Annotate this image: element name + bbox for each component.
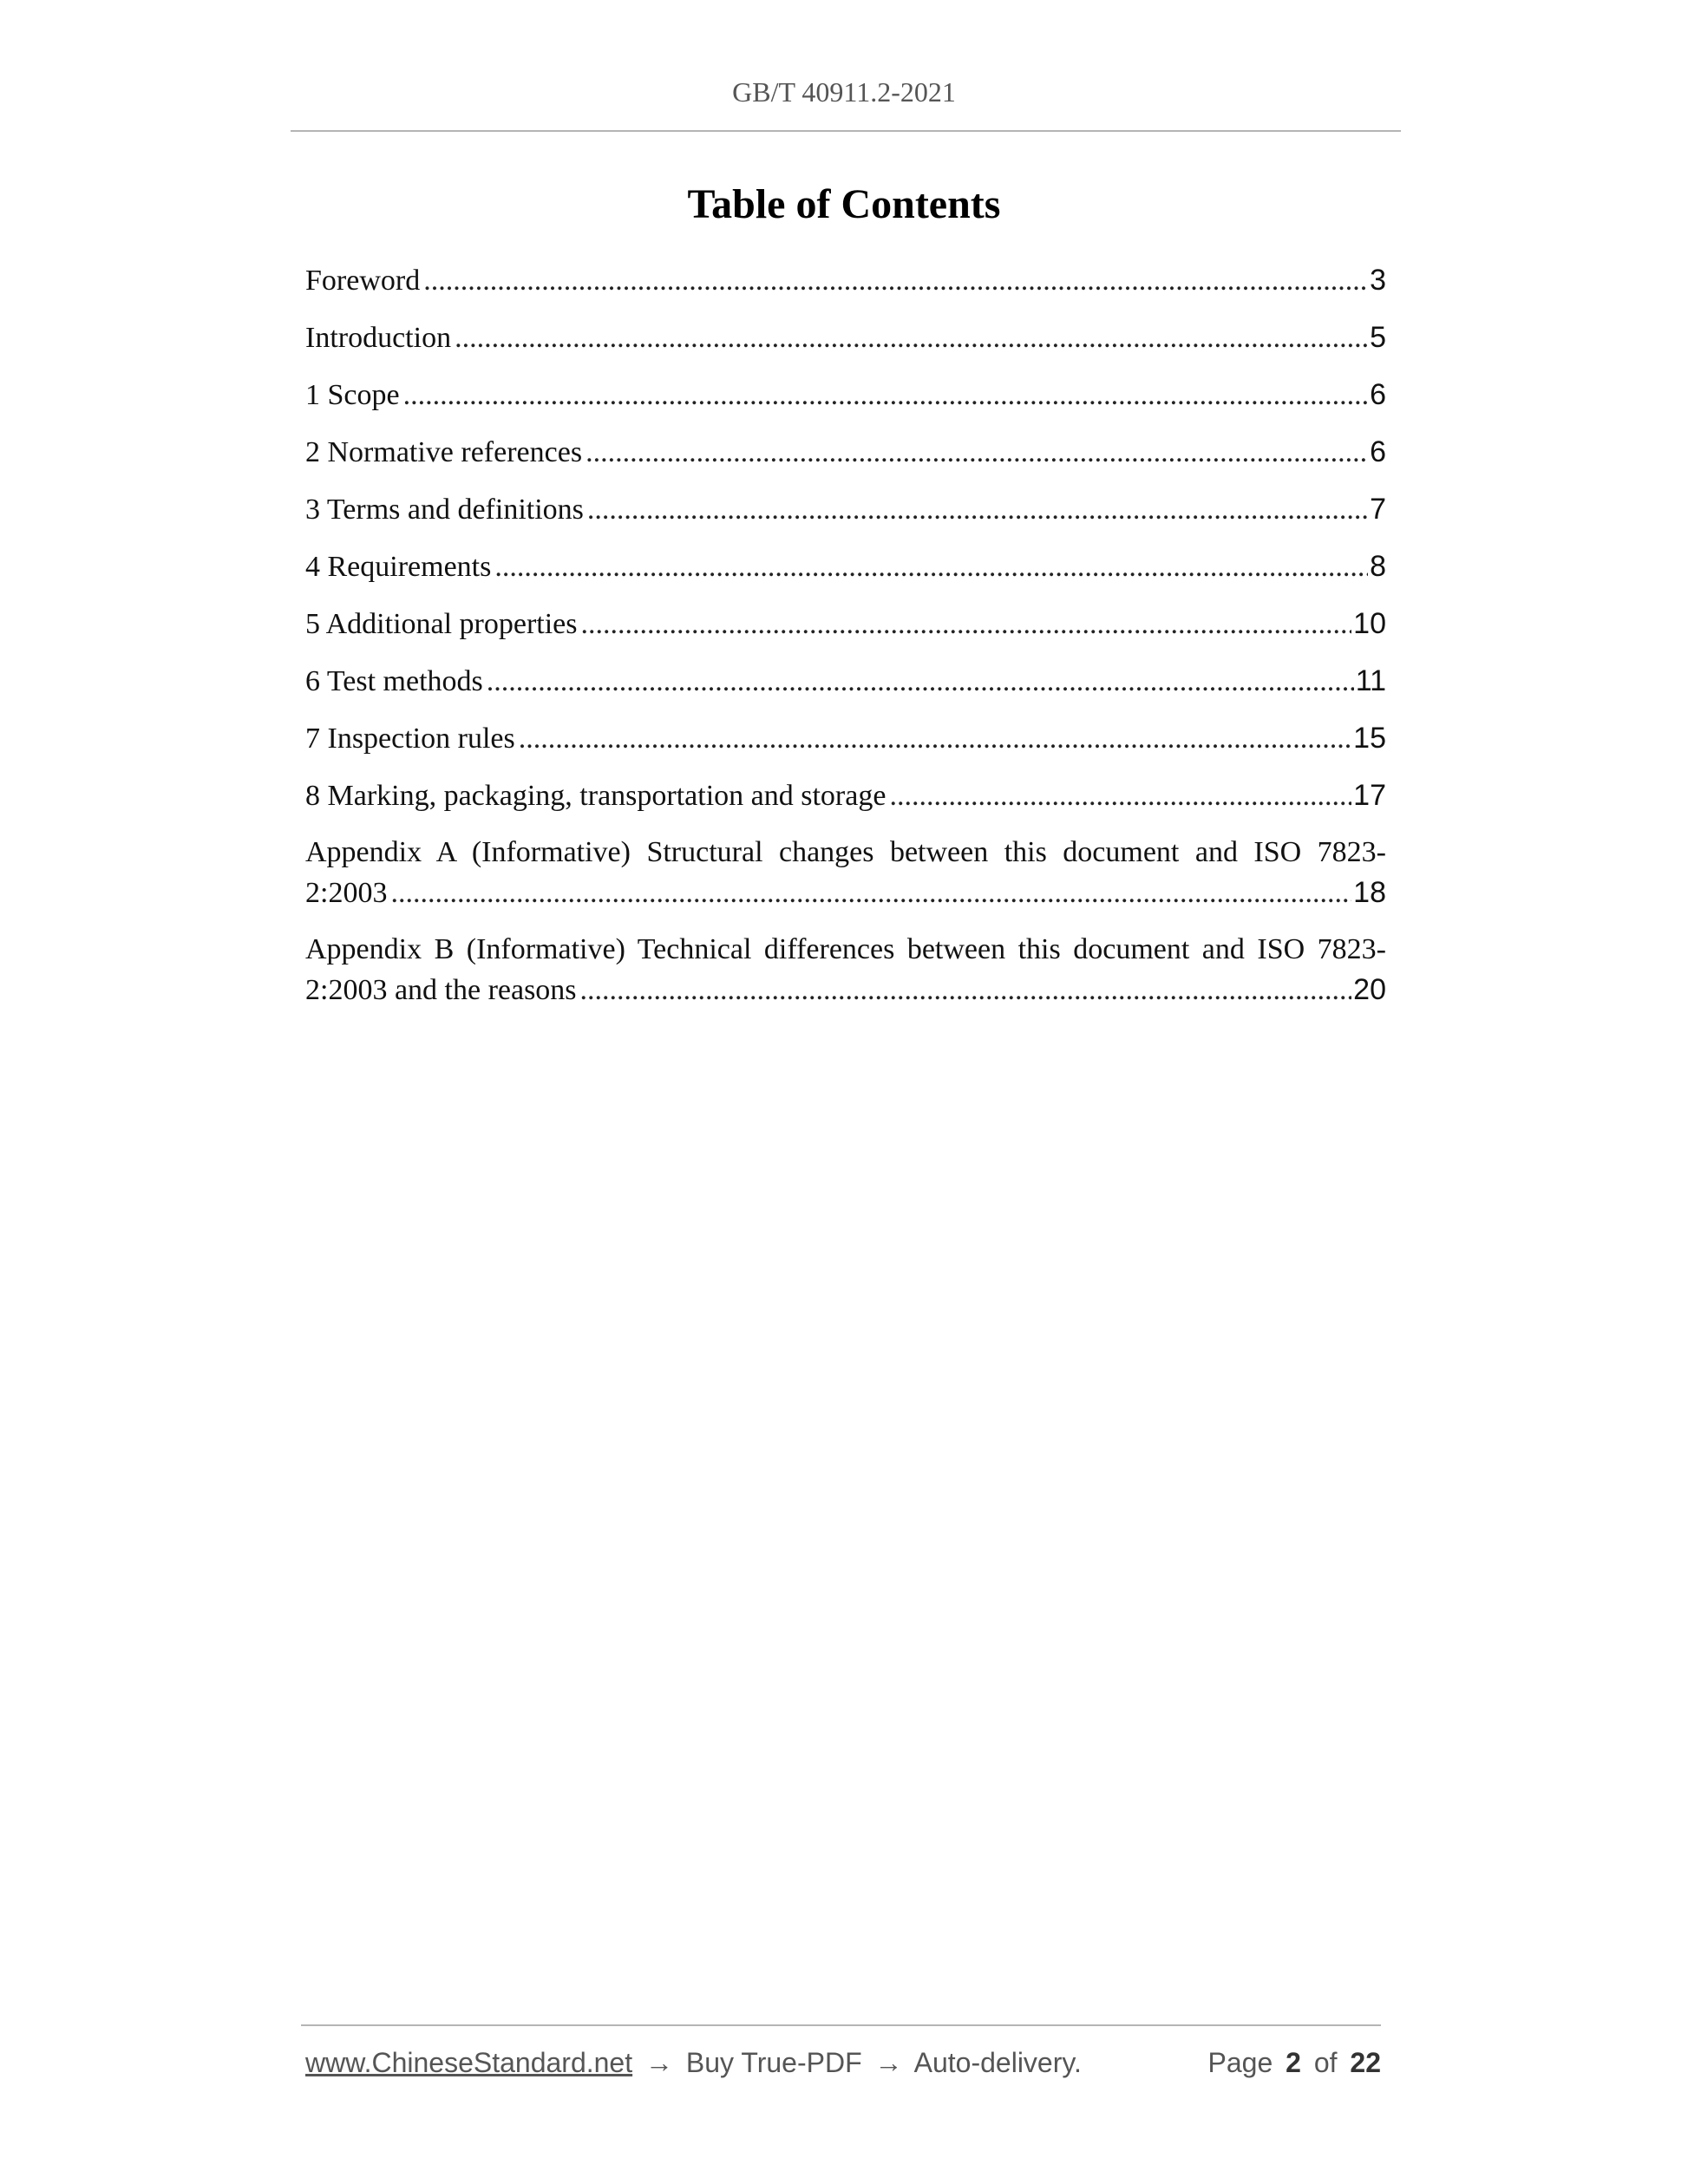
toc-entry-label: Introduction (305, 322, 452, 354)
toc-entry-page: 8 (1370, 550, 1386, 583)
total-pages-number: 22 (1350, 2047, 1381, 2078)
dot-leader (586, 433, 1368, 473)
arrow-right-icon: → (645, 2047, 673, 2078)
toc-entry-page: 6 (1370, 378, 1386, 411)
toc-entry-normative-references[interactable] (305, 432, 1386, 473)
dot-leader (581, 605, 1352, 644)
dot-leader (487, 662, 1354, 702)
dot-leader (519, 719, 1351, 759)
toc-entry-page: 20 (1353, 973, 1386, 1006)
dot-leader (403, 376, 1368, 415)
footer-divider (301, 2024, 1381, 2026)
toc-entry-label: 3 Terms and definitions (305, 494, 584, 526)
toc-entry-page: 10 (1353, 607, 1386, 640)
website-link[interactable]: www.ChineseStandard.net (305, 2047, 633, 2078)
toc-entry-page: 11 (1355, 664, 1386, 697)
toc-entry-requirements[interactable] (305, 546, 1386, 587)
toc-entry-label: 2 Normative references (305, 436, 583, 468)
toc-entry-scope[interactable] (305, 375, 1386, 415)
toc-entry-label: 1 Scope (305, 379, 400, 411)
header-divider (291, 130, 1401, 132)
toc-entry-page: 17 (1353, 779, 1386, 812)
toc-entry-page: 15 (1353, 722, 1386, 755)
toc-entry-label: 2:2003 (305, 877, 388, 909)
dot-leader (889, 776, 1351, 816)
dot-leader (587, 490, 1368, 530)
dot-leader (580, 971, 1352, 1010)
toc-entry-page: 3 (1370, 264, 1386, 297)
toc-entry-foreword[interactable] (305, 260, 1386, 301)
dot-leader (390, 873, 1351, 913)
toc-entry-appendix-b[interactable] (305, 930, 1386, 1010)
toc-entry-page: 7 (1370, 493, 1386, 526)
page-indicator (1203, 2047, 1381, 2079)
of-word: of (1313, 2047, 1338, 2078)
toc-entry-label: 4 Requirements (305, 551, 492, 583)
toc-entry-test-methods[interactable] (305, 661, 1386, 702)
toc-entry-page: 5 (1370, 321, 1386, 354)
document-code: GB/T 40911.2-2021 (732, 76, 956, 108)
dot-leader (455, 318, 1368, 358)
dot-leader (494, 547, 1368, 587)
toc-title: Table of Contents (687, 181, 1001, 227)
toc-entry-additional-properties[interactable] (305, 604, 1386, 644)
toc-entry-label: 7 Inspection rules (305, 723, 515, 755)
footer-promo (305, 2047, 1082, 2079)
arrow-right-icon: → (874, 2047, 903, 2078)
toc-entry-label-line1: Appendix B (Informative) Technical differences between this document and ISO 7823- (305, 933, 1386, 965)
page-word: Page (1207, 2047, 1273, 2078)
toc-entry-label: Foreword (305, 265, 421, 297)
buy-pdf-text: Buy True-PDF (685, 2047, 862, 2078)
toc-entry-label: 2:2003 and the reasons (305, 974, 577, 1006)
toc-entry-label: 6 Test methods (305, 665, 483, 697)
toc-entry-inspection-rules[interactable] (305, 718, 1386, 759)
auto-delivery-text: Auto-delivery. (913, 2047, 1082, 2078)
toc-entry-label-line1: Appendix A (Informative) Structural changes between this document and ISO 7823- (305, 836, 1386, 868)
current-page-number: 2 (1286, 2047, 1301, 2078)
page-footer (305, 2047, 1381, 2079)
dot-leader (423, 261, 1368, 301)
toc-entry-marking-packaging[interactable] (305, 775, 1386, 816)
toc-entry-page: 18 (1353, 876, 1386, 909)
toc-entry-label: 8 Marking, packaging, transportation and storage (305, 780, 887, 812)
toc-entry-terms-and-definitions[interactable] (305, 489, 1386, 530)
toc-entry-appendix-a[interactable] (305, 833, 1386, 913)
toc-list (305, 260, 1386, 1027)
toc-entry-label: 5 Additional properties (305, 608, 578, 640)
toc-entry-page: 6 (1370, 435, 1386, 468)
toc-entry-introduction[interactable] (305, 317, 1386, 358)
